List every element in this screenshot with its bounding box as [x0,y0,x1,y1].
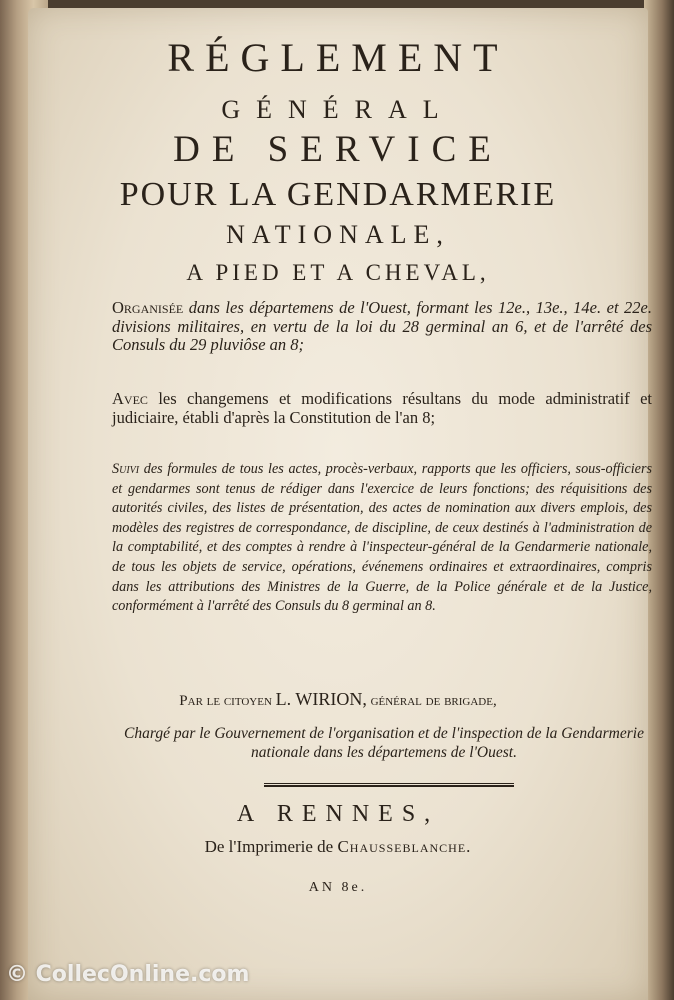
author-name: L. WIRION, [275,689,367,709]
paragraph-avec-text: les changemens et modifications résultans du mode administratif et judiciaire, établi d'après la Constitution de l'an 8; [112,389,652,427]
title-line-reglement: RÉGLEMENT [167,35,509,80]
imprint-city: A RENNES, [236,801,440,827]
title-line-gendarmerie: POUR LA GENDARMERIE [119,176,557,213]
imprint-year: AN 8e. [308,880,368,895]
author-prefix: Par le citoyen [179,693,272,709]
author-charge: Chargé par le Gouvernement de l'organisation et de l'inspection de la Gendarmerie nationale dans les départemens de l'Ouest. [124,725,644,761]
paragraph-suivi-lead: Suivi [112,461,140,477]
paragraph-organisee-text: dans les départemens de l'Ouest, formant les 12e., 13e., 14e. et 22e. divisions militaires, en vertu de la loi du 28 germinal an 6, et de l'arrêté des Consuls du 29 pluviôse an 8; [112,298,652,354]
paragraph-suivi [112,460,652,617]
author-rank: général de brigade, [370,693,497,709]
imprint-printer-prefix: De l'Imprimerie de [204,837,334,856]
title-page [28,8,652,1000]
paragraph-organisee-lead: Organisée [112,298,184,317]
paragraph-suivi-text: des formules de tous les actes, procès-verbaux, rapports que les officiers, sous-officiers et gendarmes sont tenus de rédiger dans l'exercice de leurs fonctions; des réquisitions des autorités civiles, des listes de présentation, des actes de nomination aux divers emplois, des modèles des registres de correspondance, de discipline, de ceux destinés à l'administration de la comptabilité, et des comptes à rendre à l'inspecteur-général de la Gendarmerie nationale, de tous les objets de service, opérations, événemens ordinaires et extraordinaires, compris dans les attributions des Ministres de la Guerre, de la Police générale et de la Justice, conformément à l'arrêté des Consuls du 8 germinal an 8. [112,461,652,615]
imprint-printer-name: Chausseblanche. [337,837,472,856]
imprint-printer [28,837,648,857]
title-line-de-service: DE SERVICE [173,129,503,170]
author-line [28,689,648,710]
paragraph-avec [112,390,652,427]
paragraph-organisee [112,299,652,355]
paragraph-avec-lead: Avec [112,389,148,408]
divider-rule [264,783,514,787]
title-line-pied-cheval: A PIED ET A CHEVAL, [186,260,490,285]
watermark: © CollecOnline.com [6,962,250,987]
title-line-general: GÉNÉRAL [221,95,455,124]
title-line-nationale: NATIONALE, [226,220,450,249]
